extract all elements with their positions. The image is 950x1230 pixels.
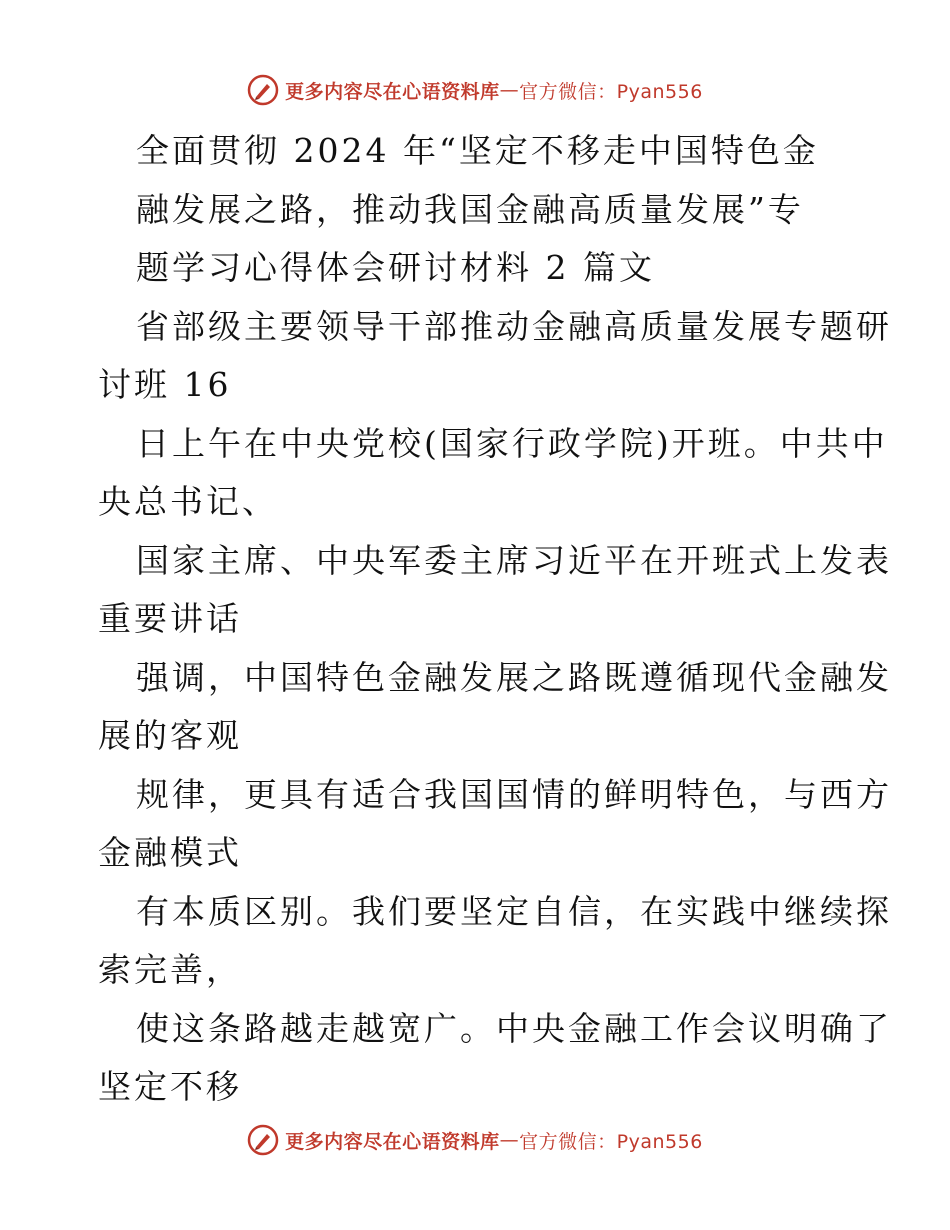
pen-logo-icon	[247, 74, 279, 106]
text-line: 重要讲话	[98, 599, 242, 638]
text-line: 展的客观	[98, 716, 242, 755]
text-line: 强调，中国特色金融发展之路既遵循现代金融发	[136, 657, 892, 697]
banner-main-text: 更多内容尽在心语资料库	[285, 1130, 500, 1153]
banner-wechat-text: 官方微信：Pyan556	[519, 1130, 703, 1153]
banner-dash: —	[499, 1129, 520, 1151]
text-line: 使这条路越走越宽广。中央金融工作会议明确了	[136, 1008, 892, 1048]
text-line: 题学习心得体会研讨材料 2 篇文	[136, 248, 655, 287]
text-line: 省部级主要领导干部推动金融高质量发展专题研	[136, 306, 892, 346]
header-banner	[0, 70, 950, 110]
banner-dash: —	[499, 79, 520, 101]
footer-banner	[0, 1120, 950, 1160]
text-line: 讨班 16	[98, 365, 232, 404]
text-line: 有本质区别。我们要坚定自信，在实践中继续探	[136, 891, 892, 931]
text-line: 融发展之路，推动我国金融高质量发展”专	[136, 189, 804, 229]
text-line: 国家主席、中央军委主席习近平在开班式上发表	[136, 540, 892, 580]
text-line: 金融模式	[98, 833, 242, 872]
banner-main-text: 更多内容尽在心语资料库	[285, 80, 500, 103]
text-line: 全面贯彻 2024 年“坚定不移走中国特色金	[136, 131, 819, 170]
text-line: 央总书记、	[98, 482, 278, 521]
text-line: 规律，更具有适合我国国情的鲜明特色，与西方	[136, 774, 892, 814]
document-body	[98, 122, 892, 1117]
pen-logo-icon	[247, 1124, 279, 1156]
text-line: 日上午在中央党校(国家行政学院)开班。中共中	[136, 423, 888, 463]
text-line: 索完善，	[98, 950, 242, 989]
text-line: 坚定不移	[98, 1067, 242, 1106]
banner-wechat-text: 官方微信：Pyan556	[519, 80, 703, 103]
